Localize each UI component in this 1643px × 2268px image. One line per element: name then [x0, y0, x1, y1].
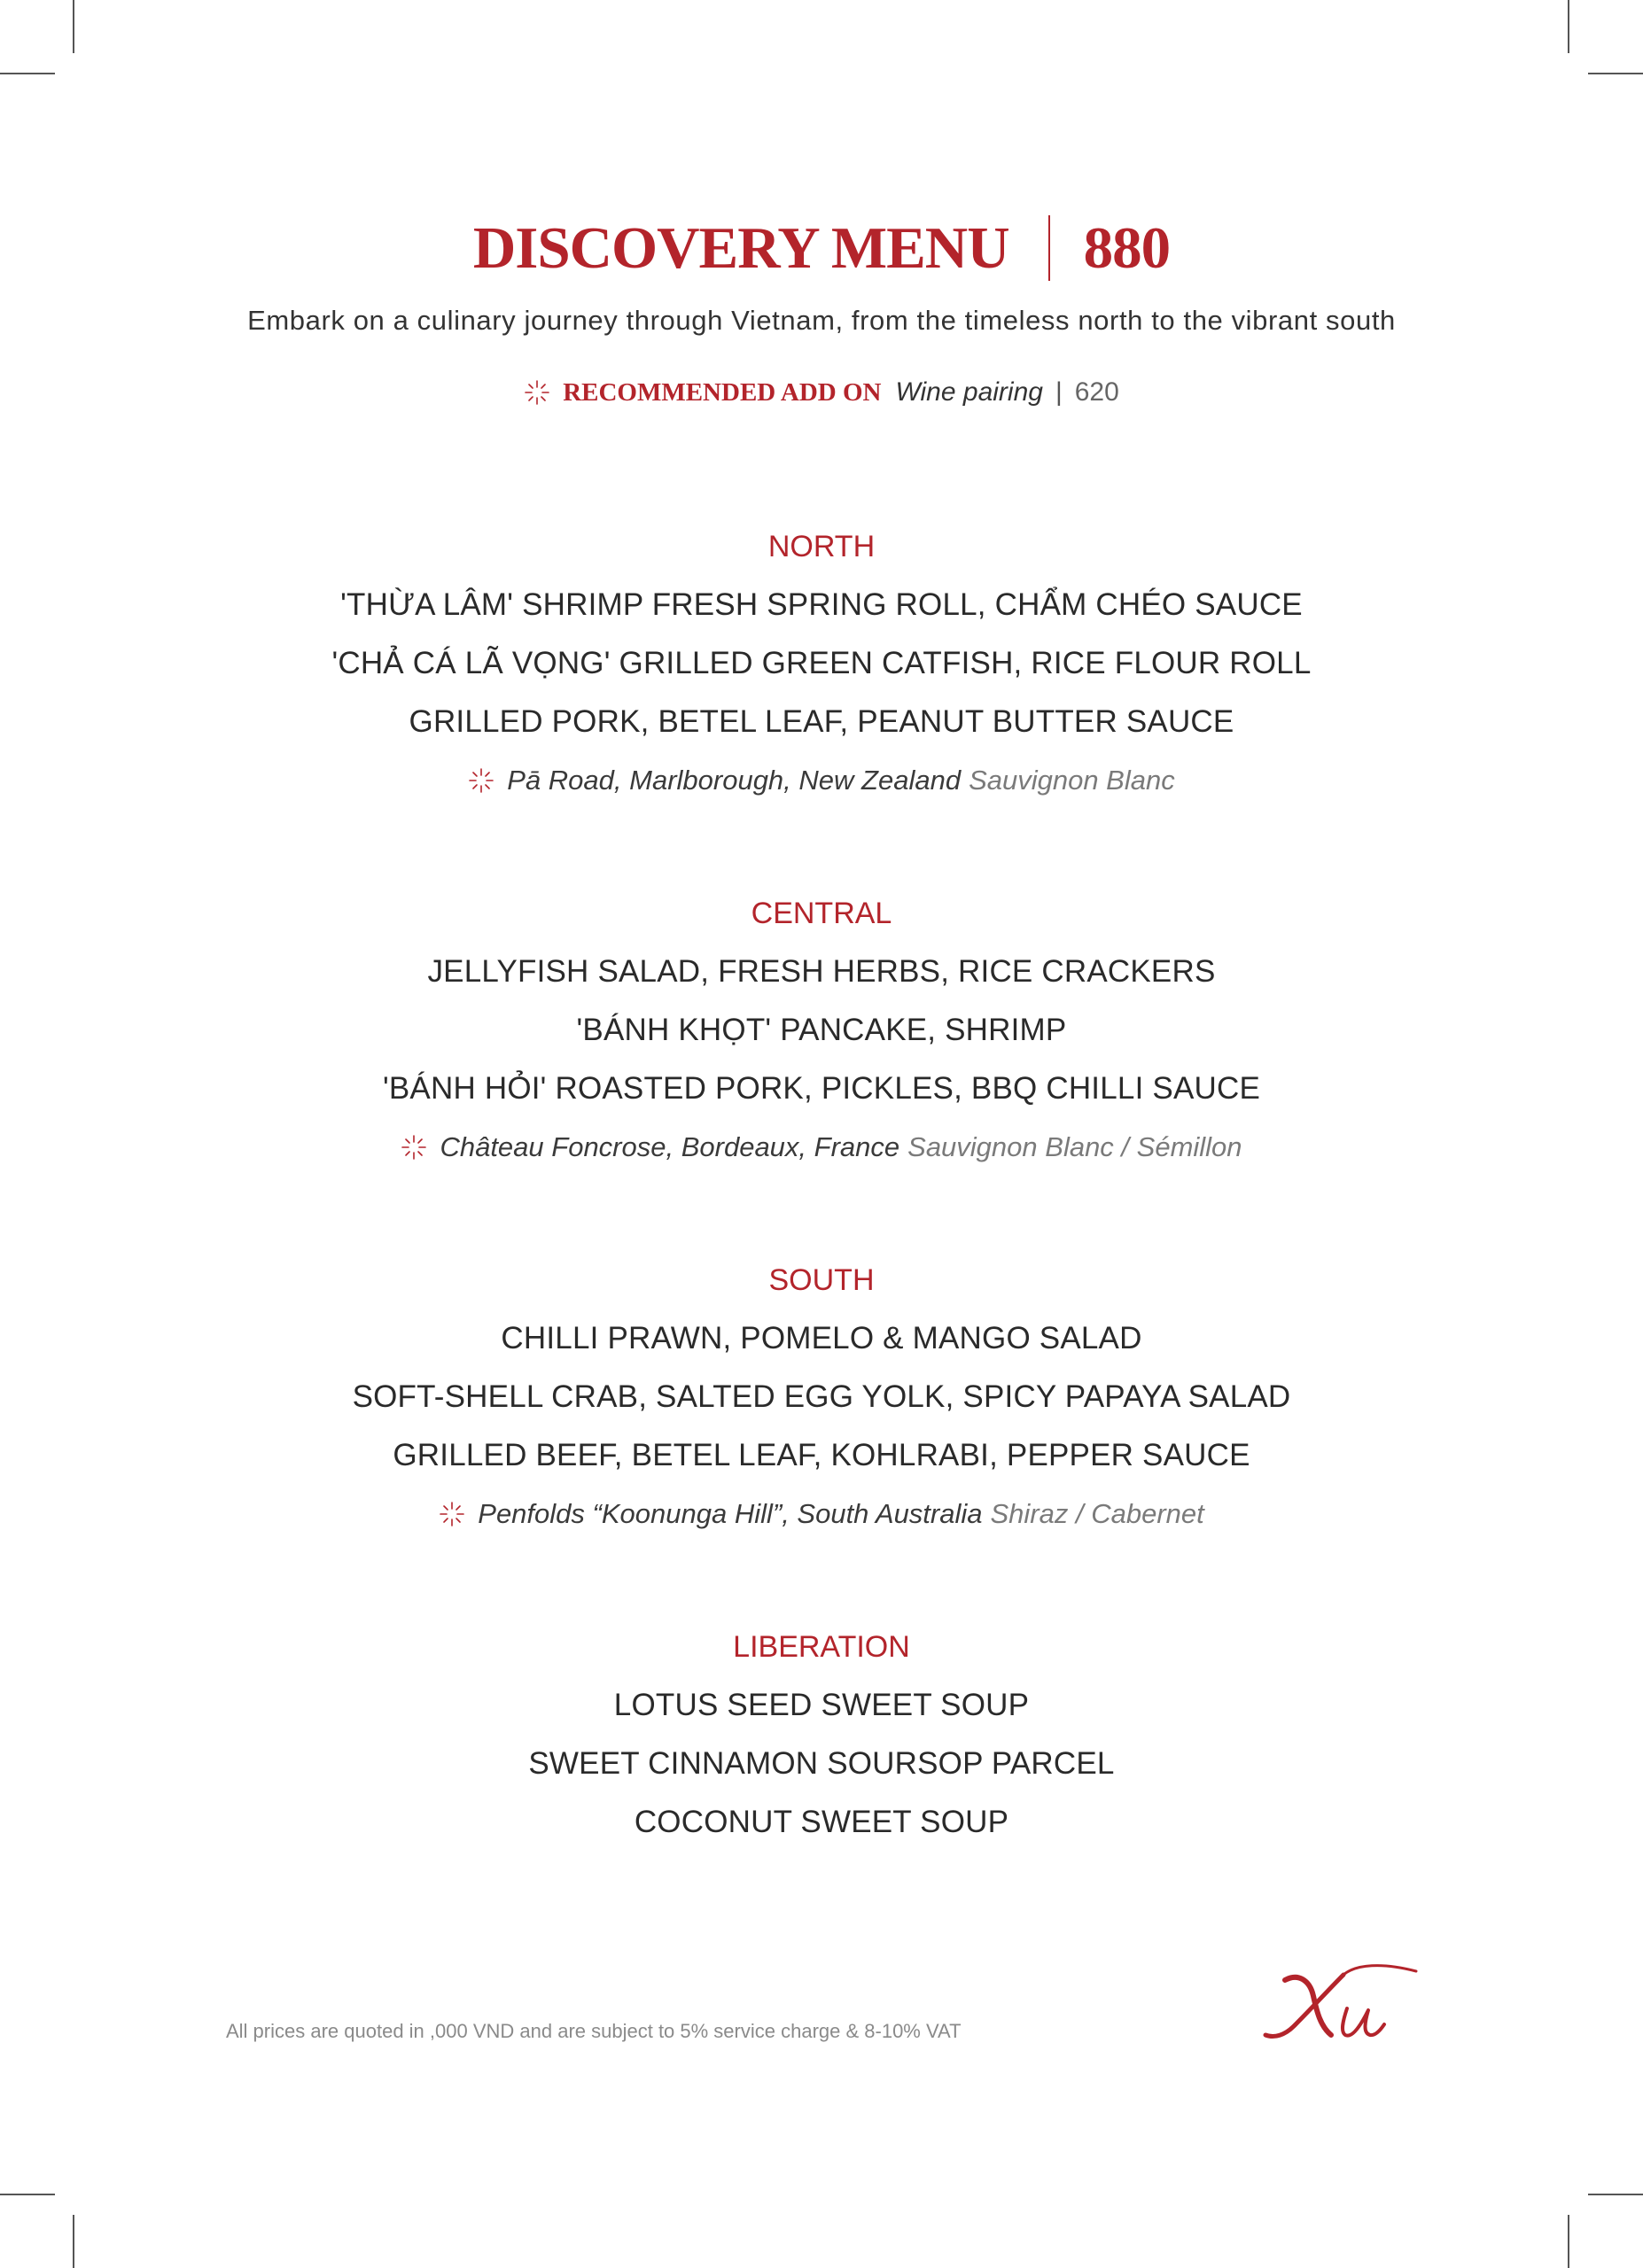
dish-item: 'BÁNH KHỌT' PANCAKE, SHRIMP: [576, 1013, 1067, 1047]
crop-mark-bottom-right-vertical: [1568, 2215, 1569, 2268]
addon-price: 620: [1074, 377, 1119, 407]
wine-grape: Sauvignon Blanc: [969, 765, 1175, 796]
dish-item: COCONUT SWEET SOUP: [634, 1805, 1009, 1839]
section-title: SOUTH: [768, 1263, 875, 1297]
dish-item: SWEET CINNAMON SOURSOP PARCEL: [528, 1746, 1115, 1781]
crop-mark-bottom-right-horizontal: [1588, 2194, 1643, 2195]
addon-row: [0, 370, 1643, 415]
sparkle-icon: [439, 1501, 465, 1527]
section-title: LIBERATION: [733, 1630, 910, 1664]
section-central: [0, 884, 1643, 1177]
wine-grape: Shiraz / Cabernet: [990, 1498, 1204, 1529]
menu-title: DISCOVERY MENU: [472, 214, 1009, 281]
wine-pairing: [0, 1118, 1643, 1177]
dish-item: GRILLED BEEF, BETEL LEAF, KOHLRABI, PEPPER SAUCE: [393, 1438, 1250, 1472]
addon-name: Wine pairing: [895, 377, 1043, 407]
menu-title-row: [0, 204, 1643, 292]
section-south: [0, 1251, 1643, 1543]
dish-item: 'BÁNH HỎI' ROASTED PORK, PICKLES, BBQ CHILLI SAUCE: [383, 1071, 1260, 1106]
menu-price: 880: [1083, 214, 1171, 281]
wine-origin: Penfolds “Koonunga Hill”, South Australia: [478, 1498, 983, 1529]
dish-item: JELLYFISH SALAD, FRESH HERBS, RICE CRACKERS: [427, 954, 1216, 989]
crop-mark-bottom-left-horizontal: [0, 2194, 55, 2195]
sparkle-icon: [401, 1134, 427, 1161]
sparkle-icon: [468, 767, 494, 794]
section-liberation: [0, 1618, 1643, 1852]
crop-mark-top-right-horizontal: [1588, 73, 1643, 74]
wine-pairing: [0, 1485, 1643, 1543]
dish-item: 'THỪA LÂM' SHRIMP FRESH SPRING ROLL, CHẨM CHÉO SAUCE: [340, 587, 1303, 622]
wine-grape: Sauvignon Blanc / Sémillon: [907, 1131, 1242, 1162]
wine-origin: Pā Road, Marlborough, New Zealand: [507, 765, 962, 796]
crop-mark-top-left-horizontal: [0, 73, 55, 74]
crop-mark-top-right-vertical: [1568, 0, 1569, 53]
section-title: NORTH: [767, 530, 876, 563]
crop-mark-bottom-left-vertical: [73, 2215, 74, 2268]
dish-item: 'CHẢ CÁ LÃ VỌNG' GRILLED GREEN CATFISH, RICE FLOUR ROLL: [331, 646, 1312, 680]
dish-item: SOFT-SHELL CRAB, SALTED EGG YOLK, SPICY PAPAYA SALAD: [352, 1379, 1291, 1414]
title-divider: [1048, 215, 1050, 281]
dish-item: LOTUS SEED SWEET SOUP: [613, 1688, 1030, 1722]
crop-mark-top-left-vertical: [73, 0, 74, 53]
price-disclaimer: All prices are quoted in ,000 VND and are subject to 5% service charge & 8-10% VAT: [226, 2020, 962, 2042]
addon-separator: |: [1055, 377, 1063, 407]
addon-label: RECOMMENDED ADD ON: [563, 377, 882, 407]
section-north: [0, 517, 1643, 810]
wine-pairing: [0, 751, 1643, 810]
sparkle-icon: [524, 379, 550, 406]
xu-logo: [1258, 1953, 1427, 2055]
menu-subtitle: Embark on a culinary journey through Vietnam, from the timeless north to the vibrant south: [247, 305, 1396, 336]
dish-item: CHILLI PRAWN, POMELO & MANGO SALAD: [501, 1321, 1142, 1355]
wine-origin: Château Foncrose, Bordeaux, France: [440, 1131, 900, 1162]
section-title: CENTRAL: [751, 897, 892, 930]
dish-item: GRILLED PORK, BETEL LEAF, PEANUT BUTTER SAUCE: [409, 704, 1234, 739]
